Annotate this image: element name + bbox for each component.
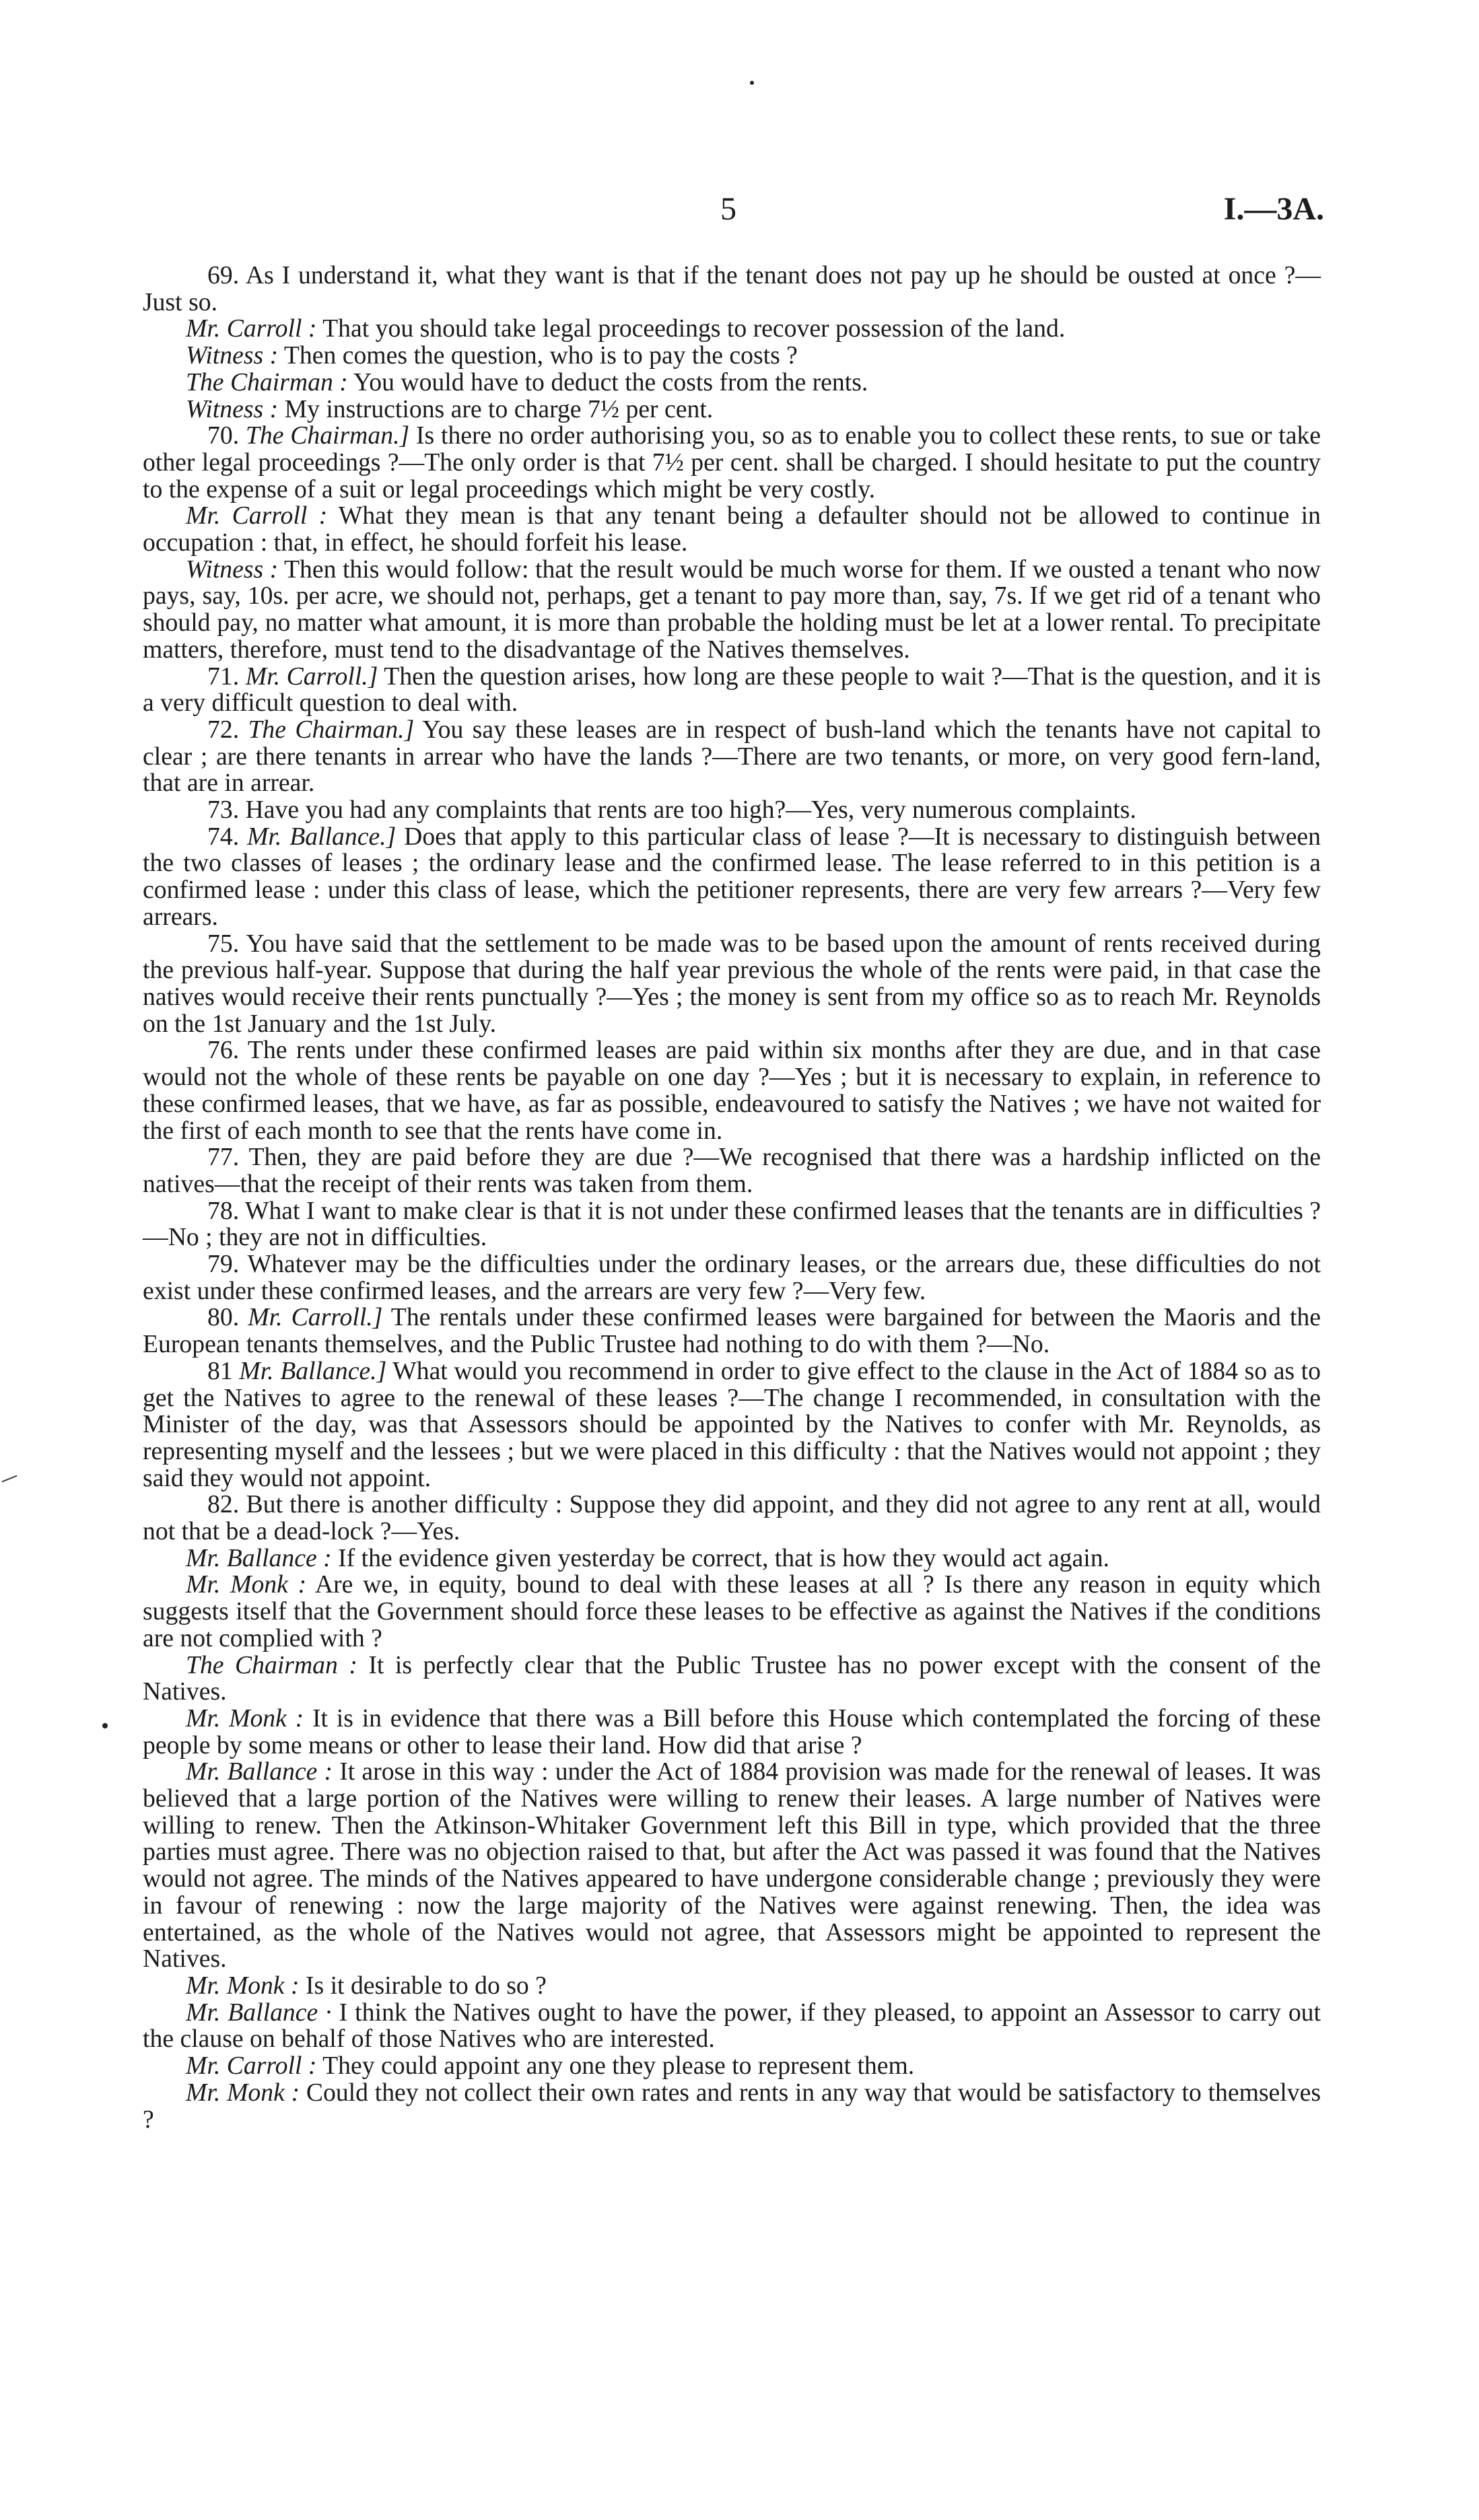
paragraph: 77. Then, they are paid before they are due ?—We recognised that there was a hardship inflicted on the natives—that the receipt of their rents was taken from them. [143,1143,1321,1198]
speaker: Mr. Monk : [186,1570,307,1599]
speaker: Mr. Carroll.] [248,1303,383,1332]
paragraph: 71. Mr. Carroll.] Then the question arises, how long are these people to wait ?—That is the question, and it is a very difficult question to deal with. [143,662,1321,718]
paragraph: 72. The Chairman.] You say these leases are in respect of bush-land which the tenants have not capital to clear ; are there tenants in arrear who have the lands ?—There are two tenants, or more, on very good fern-land, that are in arrear. [143,715,1321,798]
speaker: Mr. Carroll : [186,501,328,530]
paragraph: 70. The Chairman.] Is there no order authorising you, so as to enable you to collect these rents, to sue or take other legal proceedings ?—The only order is that 7½ per cent. shall be charged. I should hesitate to put the country to the expense of a suit or legal proceedings which might be very costly. [143,421,1321,503]
speaker: The Chairman.] [248,715,415,744]
speaker: Mr. Carroll : [186,2052,317,2080]
speaker: Mr. Ballance · [186,1998,332,2027]
paragraph: Mr. Ballance : It arose in this way : under the Act of 1884 provision was made for the renewal of leases. It was believed that a large portion of the Natives were willing to renew their leases. A large number of Natives were willing to renew. Then the Atkinson-Whitaker Government left this Bill in type, which provided that the three parties must agree. There was no objection raised to that, but after the Act was passed it was found that the Natives would not agree. The minds of the Natives appeared to have undergone considerable change ; previously they were in favour of renewing : now the large majority of the Natives were against renewing. Then, the idea was entertained, as the whole of the Natives would not agree, that Assessors might be appointed to represent the Natives. [143,1757,1321,1973]
paragraph: Mr. Carroll : What they mean is that any tenant being a defaulter should not be allowed to continue in occupation : that, in effect, he should forfeit his lease. [143,501,1321,557]
speaker: Mr. Monk : [186,2078,300,2107]
paragraph: Mr. Carroll : They could appoint any one they please to represent them. [186,2052,915,2080]
speaker: Witness : [186,341,279,370]
speaker: Mr. Ballance.] [239,1356,387,1385]
paragraph: 69. As I understand it, what they want is that if the tenant does not pay up he should be ousted at once ?—Just so. [143,261,1321,316]
paragraph: 74. Mr. Ballance.] Does that apply to this particular class of lease ?—It is necessary to distinguish between the two classes of leases ; the ordinary lease and the confirmed lease. The lease referred to in this petition is a confirmed lease : under this class of lease, which the petitioner represents, there are very few arrears ?—Very few arrears. [143,822,1321,931]
speaker: Mr. Ballance : [186,1757,333,1786]
body-text [143,262,1321,2133]
paragraph: Mr. Ballance · I think the Natives ought to have the power, if they pleased, to appoint an Assessor to carry out the clause on behalf of those Natives who are interested. [143,1998,1321,2054]
paragraph: Mr. Monk : It is in evidence that there was a Bill before this House which contemplated the forcing of these people by some means or other to lease their land. How did that arise ? [143,1704,1321,1759]
paragraph: The Chairman : You would have to deduct the costs from the rents. [186,368,868,396]
paragraph: The Chairman : It is perfectly clear that the Public Trustee has no power except with the consent of the Natives. [143,1650,1321,1706]
paragraph: 79. Whatever may be the difficulties under the ordinary leases, or the arrears due, these difficulties do not exist under these confirmed leases, and the arrears are very few ?—Very few. [143,1250,1321,1305]
speaker: The Chairman.] [245,421,410,450]
paragraph: Mr. Monk : Could they not collect their own rates and rents in any way that would be satisfactory to themselves ? [143,2078,1321,2134]
speaker: Mr. Carroll.] [245,662,378,691]
speaker: Mr. Ballance : [186,1543,332,1572]
margin-bullet [102,1723,108,1728]
paragraph: Mr. Ballance : If the evidence given yesterday be correct, that is how they would act again. [186,1543,1109,1572]
paragraph: 76. The rents under these confirmed leases are paid within six months after they are due, and in that case would not the whole of these rents be payable on one day ?—Yes ; but it is necessary to explain, in reference to these confirmed leases, that we have, as far as possible, endeavoured to satisfy the Natives ; we have not waited for the first of each month to see that the rents have come in. [143,1036,1321,1145]
speaker: The Chairman : [186,1650,357,1679]
paragraph: Mr. Carroll : That you should take legal proceedings to recover possession of the land. [186,314,1066,343]
speaker: The Chairman : [186,368,348,396]
paragraph: 78. What I want to make clear is that it is not under these confirmed leases that the tenants are in difficulties ?—No ; they are not in difficulties. [143,1196,1321,1252]
document-reference: I.—3A. [1223,191,1324,227]
speaker: Mr. Monk : [186,1704,304,1733]
margin-mark [1,1475,17,1483]
paragraph: Mr. Monk : Are we, in equity, bound to deal with these leases at all ? Is there any reason in equity which suggests itself that the Government should force these leases to be effective as against the Natives if the conditions are not complied with ? [143,1570,1321,1652]
speaker: Mr. Monk : [186,1971,300,2000]
speaker: Mr. Ballance.] [247,822,397,851]
speaker: Witness : [186,394,279,423]
paragraph: 75. You have said that the settlement to be made was to be based upon the amount of rents received during the previous half-year. Suppose that during the half year previous the whole of the rents were paid, in that case the natives would receive their rents punctually ?—Yes ; the money is sent from my office so as to reach Mr. Reynolds on the 1st January and the 1st July. [143,929,1321,1038]
paragraph: 82. But there is another difficulty : Suppose they did appoint, and they did not agree to any rent at all, would not that be a dead-lock ?—Yes. [143,1490,1321,1546]
print-speck [750,81,754,85]
paragraph: 80. Mr. Carroll.] The rentals under these confirmed leases were bargained for between the Maoris and the European tenants themselves, and the Public Trustee had nothing to do with them ?—No. [143,1303,1321,1359]
paragraph: Witness : Then this would follow: that the result would be much worse for them. If we ousted a tenant who now pays, say, 10s. per acre, we should not, perhaps, get a tenant to pay more than, say, 7s. If we get rid of a tenant who should pay, no matter what amount, it is more than probable the holding must be let at a lower rental. To precipitate matters, therefore, must tend to the disadvantage of the Natives themselves. [143,555,1321,664]
paragraph: 81 Mr. Ballance.] What would you recommend in order to give effect to the clause in the Act of 1884 so as to get the Natives to agree to the renewal of these leases ?—The change I recommended, in consultation with the Minister of the day, was that Assessors should be appointed by the Natives to confer with Mr. Reynolds, as representing myself and the lessees ; but we were placed in this difficulty : that the Natives would not appoint ; they said they would not appoint. [143,1356,1321,1492]
page-number: 5 [720,191,736,227]
paragraph: Mr. Monk : Is it desirable to do so ? [186,1971,547,2000]
speaker: Witness : [186,555,279,584]
speaker: Mr. Carroll : [186,314,317,343]
paragraph: Witness : My instructions are to charge 7½ per cent. [186,394,714,423]
paragraph: Witness : Then comes the question, who is to pay the costs ? [186,341,798,370]
paragraph: 73. Have you had any complaints that rents are too high?—Yes, very numerous complaints. [207,796,1136,825]
